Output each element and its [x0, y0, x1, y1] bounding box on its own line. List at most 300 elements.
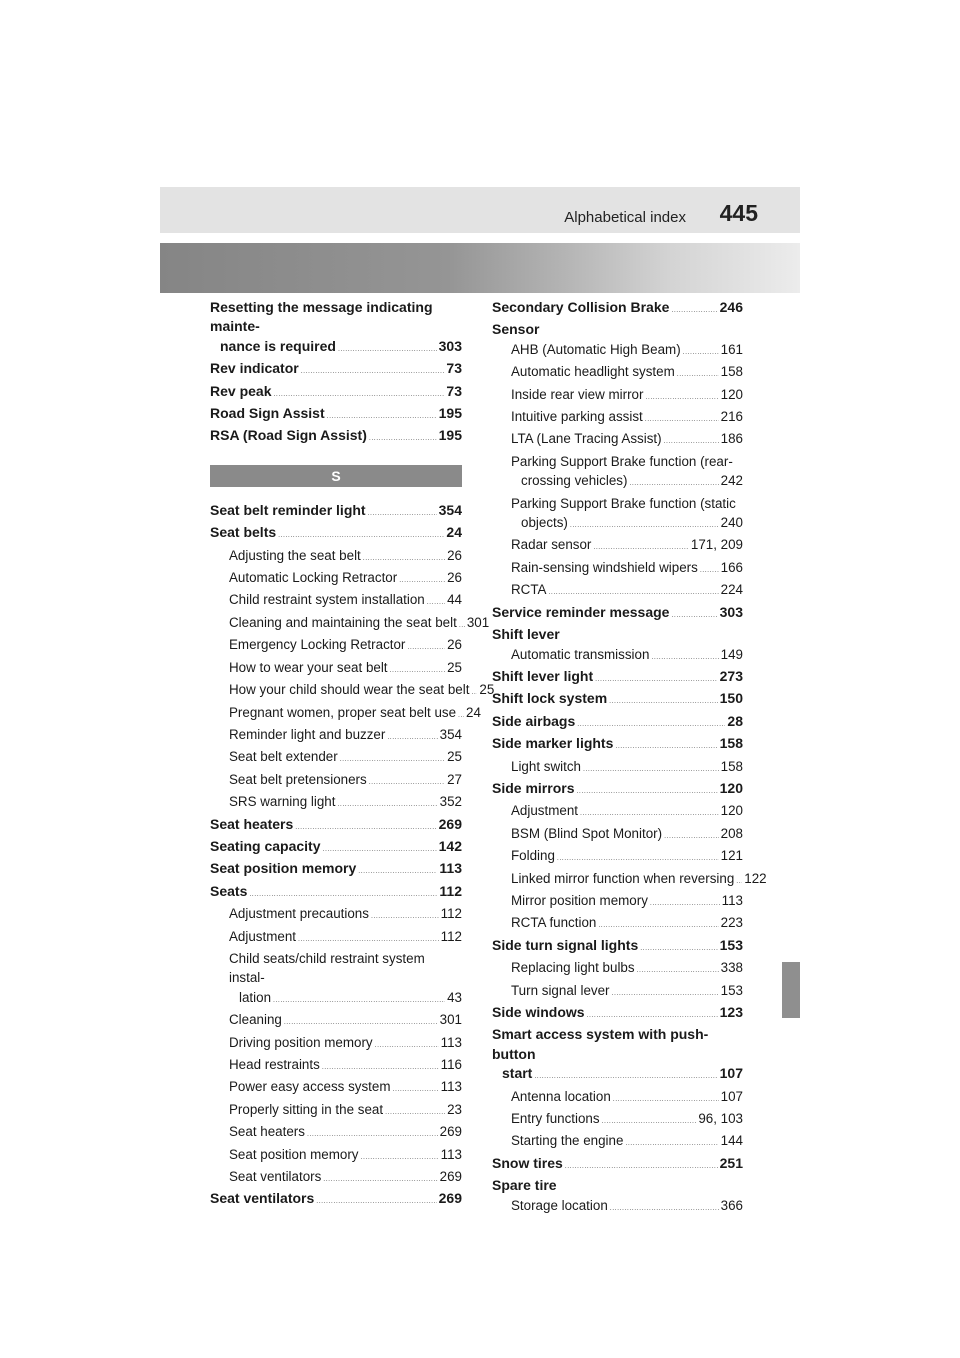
- entry-text: Sensor: [492, 321, 540, 338]
- entry-page: 366: [720, 1197, 743, 1213]
- index-entry-rev-indicator: [210, 359, 462, 381]
- entry-text: Child seats/child restraint system instal-: [229, 950, 425, 986]
- index-subentry-automatic-transmission: [492, 645, 743, 667]
- entry-text: Side turn signal lights: [492, 936, 639, 953]
- entry-page: 149: [720, 646, 743, 662]
- entry-text: Resetting the message indicating mainte-: [210, 299, 433, 335]
- entry-page: 301: [439, 1012, 462, 1028]
- entry-text-continued: objects): [521, 515, 568, 531]
- entry-text: Storage location: [511, 1197, 608, 1213]
- dot-leader: [570, 516, 719, 535]
- entry-page: 123: [719, 1004, 743, 1020]
- index-subentry-srs-warning-light: [210, 792, 462, 814]
- dot-leader: [683, 343, 719, 362]
- entry-page: 24: [466, 704, 481, 720]
- dot-leader: [399, 571, 445, 590]
- index-subentry-seat-belt-extender: [210, 747, 462, 769]
- index-subentry-inside-rear-view-mirror: [492, 385, 743, 407]
- dot-leader: [323, 1170, 437, 1189]
- index-entry-side-turn-signal-lights: [492, 936, 743, 958]
- index-s-entries: [210, 501, 495, 1212]
- entry-page: 28: [727, 712, 743, 729]
- dot-leader: [610, 1199, 719, 1218]
- dot-leader: [368, 504, 437, 523]
- entry-page: 116: [440, 1057, 462, 1072]
- index-entry-shift-lever: [492, 625, 743, 644]
- index-subentry-seat-heaters: [210, 1122, 462, 1144]
- entry-page: 269: [438, 815, 462, 832]
- index-entry-secondary-collision-brake: [492, 298, 743, 320]
- index-subentry-rcta: [492, 580, 743, 602]
- entry-text: Folding: [511, 848, 555, 864]
- section-title: Alphabetical index: [564, 209, 686, 226]
- entry-text: Cleaning and maintaining the seat belt: [229, 614, 457, 630]
- index-entry-rsa-road-sign-assist: [210, 426, 462, 448]
- index-subentry-intuitive-parking-assist: [492, 407, 743, 429]
- entry-text: Mirror position memory: [511, 892, 648, 908]
- entry-page: 26: [447, 637, 462, 653]
- entry-text: RCTA function: [511, 915, 597, 931]
- index-entry-seat-heaters: [210, 815, 462, 837]
- entry-text: Replacing light bulbs: [511, 960, 635, 976]
- entry-text: Adjusting the seat belt: [229, 547, 361, 563]
- entry-text: Side mirrors: [492, 779, 575, 796]
- entry-text-continued: crossing vehicles): [521, 473, 628, 489]
- index-subentry-adjusting-the-seat-belt: [210, 546, 462, 568]
- entry-text: Rev indicator: [210, 360, 299, 377]
- entry-text: Pregnant women, proper seat belt use: [229, 704, 457, 720]
- dot-leader: [593, 538, 688, 557]
- dot-leader: [645, 410, 719, 429]
- index-entry-side-marker-lights: [492, 734, 743, 756]
- index-subentry-entry-functions: [492, 1109, 743, 1131]
- dot-leader: [625, 1134, 718, 1153]
- entry-page: 354: [438, 501, 462, 518]
- index-entry-snow-tires: [492, 1154, 743, 1176]
- entry-text: Automatic headlight system: [511, 364, 675, 380]
- entry-page: 338: [720, 960, 743, 976]
- entry-page: 158: [720, 758, 743, 774]
- entry-text: Radar sensor: [511, 537, 592, 553]
- entry-text-continued: nance is required: [220, 337, 336, 354]
- index-subentry-automatic-headlight-system: [492, 362, 743, 384]
- entry-page: 27: [447, 771, 462, 787]
- entry-page: 113: [439, 860, 462, 877]
- entry-text: Light switch: [511, 758, 581, 774]
- index-subentry-child-restraint-system-installation: [210, 590, 462, 612]
- index-subentry-rain-sensing-windshield-wipers: [492, 558, 743, 580]
- index-subentry-rcta-function: [492, 913, 743, 935]
- index-subentry-pregnant-women-proper-seat-belt-use: [210, 703, 481, 725]
- dot-leader: [295, 818, 436, 837]
- dot-leader: [363, 549, 445, 568]
- index-subentry-replacing-light-bulbs: [492, 958, 743, 980]
- dot-leader: [338, 340, 437, 359]
- entry-text: Snow tires: [492, 1154, 563, 1171]
- index-subentry-radar-sensor: [492, 535, 743, 557]
- page-header: [160, 187, 800, 233]
- entry-text: Driving position memory: [229, 1034, 373, 1050]
- page-number: 445: [719, 200, 758, 226]
- entry-text: Head restraints: [229, 1057, 320, 1072]
- dot-leader: [671, 301, 717, 320]
- dot-leader: [637, 961, 719, 980]
- entry-page: 223: [720, 915, 743, 931]
- index-subentry-child-seats-child-restraint-system-instal: [210, 949, 462, 1010]
- dot-leader: [298, 930, 439, 949]
- dot-leader: [407, 638, 445, 657]
- entry-page: 107: [720, 1088, 743, 1104]
- entry-text: Seat belts: [210, 524, 277, 541]
- dot-leader: [337, 795, 437, 814]
- dot-leader: [393, 1080, 439, 1099]
- entry-text: Automatic transmission: [511, 646, 650, 662]
- entry-page: 158: [719, 735, 743, 752]
- dot-leader: [736, 872, 742, 891]
- entry-text: Seat heaters: [210, 815, 294, 832]
- entry-page: 161: [720, 341, 743, 357]
- entry-page: 142: [438, 837, 462, 854]
- index-subentry-how-your-child-should-wear-the-seat-belt: [210, 680, 495, 702]
- dot-leader: [301, 362, 445, 381]
- dot-leader: [650, 894, 720, 913]
- index-entry-seat-ventilators: [210, 1189, 462, 1211]
- index-entry-spare-tire: [492, 1176, 743, 1195]
- entry-text: Seat position memory: [229, 1146, 359, 1162]
- index-subentry-cleaning: [210, 1010, 462, 1032]
- entry-page: 112: [440, 906, 462, 922]
- entry-page: 120: [719, 779, 743, 796]
- index-subentry-seat-belt-pretensioners: [210, 770, 462, 792]
- dot-leader: [323, 840, 437, 859]
- dot-leader: [565, 1157, 718, 1176]
- dot-leader: [595, 670, 718, 689]
- dot-leader: [459, 616, 465, 635]
- dot-leader: [307, 1125, 438, 1144]
- dot-leader: [273, 385, 444, 404]
- entry-text: Starting the engine: [511, 1133, 624, 1149]
- dot-leader: [390, 661, 446, 680]
- index-subentry-reminder-light-and-buzzer: [210, 725, 462, 747]
- dot-leader: [645, 388, 718, 407]
- thumb-tab: [782, 962, 800, 1018]
- entry-text: Shift lever: [492, 626, 560, 643]
- dot-leader: [580, 804, 719, 823]
- dot-leader: [385, 1103, 445, 1122]
- entry-text: Spare tire: [492, 1177, 557, 1194]
- index-subentry-mirror-position-memory: [492, 891, 743, 913]
- index-subentry-storage-location: [492, 1196, 743, 1218]
- entry-text: Secondary Collision Brake: [492, 299, 670, 315]
- entry-text: Automatic Locking Retractor: [229, 570, 398, 586]
- index-entry-shift-lock-system: [492, 689, 743, 711]
- entry-text: Seat position memory: [210, 860, 357, 877]
- index-r-entries: [210, 298, 462, 449]
- index-entry-smart-access-system-with-push-button: [492, 1025, 743, 1086]
- dot-leader: [612, 984, 719, 1003]
- index-subentry-ahb-automatic-high-beam: [492, 340, 743, 362]
- entry-page: 242: [720, 473, 743, 489]
- dot-leader: [458, 706, 464, 725]
- dot-leader: [371, 907, 439, 926]
- entry-page: 269: [439, 1124, 462, 1140]
- dot-leader: [369, 773, 445, 792]
- dot-leader: [609, 692, 717, 711]
- dot-leader: [577, 715, 725, 734]
- dot-leader: [557, 849, 719, 868]
- entry-text-continued: lation: [239, 989, 272, 1005]
- entry-page: 122: [744, 870, 767, 886]
- index-entry-service-reminder-message: [492, 603, 743, 625]
- entry-text: LTA (Lane Tracing Assist): [511, 431, 662, 447]
- entry-page: 112: [439, 882, 462, 899]
- entry-page: 186: [720, 431, 743, 447]
- entry-page: 166: [720, 559, 743, 575]
- entry-page: 269: [439, 1169, 462, 1185]
- entry-page: 112: [440, 928, 462, 944]
- dot-leader: [602, 1112, 697, 1131]
- entry-page: 195: [438, 405, 462, 422]
- entry-text: Intuitive parking assist: [511, 409, 643, 425]
- entry-text: Parking Support Brake function (rear-: [511, 453, 733, 469]
- entry-page: 96, 103: [698, 1111, 743, 1127]
- dot-leader: [613, 1090, 719, 1109]
- entry-page: 352: [439, 794, 462, 810]
- dot-leader: [340, 750, 445, 769]
- dot-leader: [316, 1192, 436, 1211]
- index-subentry-emergency-locking-retractor: [210, 635, 462, 657]
- dot-leader: [471, 683, 477, 702]
- index-subentry-cleaning-and-maintaining-the-seat-belt: [210, 613, 490, 635]
- dot-leader: [249, 885, 437, 904]
- entry-page: 26: [447, 547, 462, 563]
- entry-text: Seat ventilators: [210, 1190, 315, 1207]
- index-entry-road-sign-assist: [210, 404, 462, 426]
- entry-text: Power easy access system: [229, 1079, 391, 1095]
- dot-leader: [273, 991, 445, 1010]
- entry-text: Road Sign Assist: [210, 405, 325, 422]
- index-subentry-light-switch: [492, 757, 743, 779]
- entry-page: 120: [720, 386, 743, 402]
- index-subentry-antenna-location: [492, 1087, 743, 1109]
- entry-text: RCTA: [511, 582, 547, 598]
- entry-text: How to wear your seat belt: [229, 659, 388, 675]
- dot-leader: [375, 1036, 439, 1055]
- index-subentry-adjustment: [492, 801, 743, 823]
- dot-leader: [278, 526, 444, 545]
- entry-text: Shift lock system: [492, 690, 608, 707]
- dot-leader: [284, 1013, 438, 1032]
- index-subentry-starting-the-engine: [492, 1131, 743, 1153]
- entry-text: Adjustment: [229, 928, 296, 944]
- entry-text: Entry functions: [511, 1111, 600, 1127]
- entry-page: 153: [719, 936, 743, 953]
- entry-page: 120: [720, 803, 743, 819]
- dot-leader: [327, 407, 437, 426]
- dot-leader: [598, 916, 718, 935]
- entry-page: 150: [719, 690, 743, 707]
- entry-page: 303: [719, 603, 743, 620]
- entry-page: 195: [438, 427, 462, 444]
- dot-leader: [700, 561, 719, 580]
- index-entry-seat-belt-reminder-light: [210, 501, 462, 523]
- index-subentry-how-to-wear-your-seat-belt: [210, 658, 462, 680]
- entry-page: 25: [447, 749, 462, 765]
- entry-page: 25: [447, 659, 462, 675]
- entry-text: Rev peak: [210, 382, 272, 399]
- entry-page: 224: [720, 582, 743, 598]
- index-entry-seat-position-memory: [210, 859, 462, 881]
- entry-page: 113: [440, 1079, 462, 1095]
- index-entry-seats: [210, 882, 462, 904]
- entry-text: Antenna location: [511, 1088, 611, 1104]
- index-subentry-properly-sitting-in-the-seat: [210, 1100, 462, 1122]
- entry-text: Turn signal lever: [511, 982, 610, 998]
- entry-text: Linked mirror function when reversing: [511, 870, 735, 886]
- dot-leader: [587, 1006, 718, 1025]
- index-subentry-bsm-blind-spot-monitor: [492, 824, 743, 846]
- index-entry-sensor: [492, 320, 743, 339]
- entry-page: 144: [720, 1133, 743, 1149]
- dot-leader: [664, 432, 719, 451]
- index-subentry-automatic-locking-retractor: [210, 568, 462, 590]
- entry-text: Side marker lights: [492, 735, 614, 752]
- index-entry-side-windows: [492, 1003, 743, 1025]
- entry-text: Smart access system with push-button: [492, 1026, 709, 1062]
- entry-page: 107: [719, 1065, 743, 1082]
- index-subentry-parking-support-brake-function-static: [492, 494, 743, 536]
- index-subentry-adjustment-precautions: [210, 904, 462, 926]
- entry-text: Properly sitting in the seat: [229, 1101, 384, 1117]
- entry-text: Seat belt reminder light: [210, 501, 366, 518]
- index-subentry-driving-position-memory: [210, 1033, 462, 1055]
- entry-text: Parking Support Brake function (static: [511, 495, 736, 511]
- index-subentry-lta-lane-tracing-assist: [492, 429, 743, 451]
- dot-leader: [534, 1067, 717, 1086]
- entry-page: 73: [446, 360, 462, 377]
- index-entry-rev-peak: [210, 382, 462, 404]
- dot-leader: [677, 365, 719, 384]
- entry-text: Adjustment: [511, 803, 578, 819]
- entry-page: 44: [447, 592, 462, 608]
- entry-page: 303: [438, 337, 462, 354]
- index-subentry-seat-ventilators: [210, 1167, 462, 1189]
- index-subentry-parking-support-brake-function-rear: [492, 452, 743, 494]
- dot-leader: [583, 760, 719, 779]
- index-entry-side-airbags: [492, 712, 743, 734]
- entry-page: 23: [447, 1101, 462, 1117]
- index-subentry-seat-position-memory: [210, 1145, 462, 1167]
- entry-page: 73: [446, 382, 462, 399]
- index-column-right: [492, 298, 767, 1218]
- entry-text: SRS warning light: [229, 794, 336, 810]
- entry-text: Reminder light and buzzer: [229, 726, 386, 742]
- entry-text: How your child should wear the seat belt: [229, 682, 470, 698]
- entry-page: 208: [720, 825, 743, 841]
- gradient-band: [160, 243, 800, 293]
- index-subentry-folding: [492, 846, 743, 868]
- entry-page: 273: [719, 667, 743, 684]
- dot-leader: [369, 429, 437, 448]
- entry-page: 26: [447, 570, 462, 586]
- entry-text: Side windows: [492, 1004, 585, 1020]
- entry-page: 25: [479, 682, 495, 698]
- dot-leader: [322, 1058, 439, 1077]
- index-subentry-power-easy-access-system: [210, 1077, 462, 1099]
- entry-page: 43: [447, 989, 462, 1005]
- index-entry-shift-lever-light: [492, 667, 743, 689]
- section-header-s: S: [210, 465, 462, 487]
- dot-leader: [427, 593, 445, 612]
- entry-page: 158: [720, 364, 743, 380]
- index-s-entries-continued: [492, 298, 767, 1218]
- entry-page: 269: [438, 1190, 462, 1207]
- index-entry-seat-belts: [210, 523, 462, 545]
- entry-text: AHB (Automatic High Beam): [511, 341, 681, 357]
- entry-text: Emergency Locking Retractor: [229, 637, 406, 653]
- index-subentry-turn-signal-lever: [492, 981, 743, 1003]
- dot-leader: [361, 1148, 439, 1167]
- dot-leader: [629, 474, 718, 493]
- entry-page: 153: [720, 982, 743, 998]
- entry-text: Shift lever light: [492, 667, 594, 684]
- entry-page: 246: [719, 299, 743, 315]
- dot-leader: [640, 939, 717, 958]
- entry-page: 171, 209: [690, 537, 743, 553]
- entry-text: Side airbags: [492, 712, 576, 729]
- dot-leader: [548, 583, 718, 602]
- entry-text: Rain-sensing windshield wipers: [511, 559, 698, 575]
- entry-text-continued: start: [502, 1065, 533, 1082]
- entry-page: 113: [721, 892, 743, 908]
- entry-page: 251: [719, 1154, 743, 1171]
- entry-text: Service reminder message: [492, 603, 670, 620]
- entry-page: 113: [440, 1034, 462, 1050]
- dot-leader: [615, 737, 717, 756]
- entry-text: Child restraint system installation: [229, 592, 425, 608]
- entry-text: Inside rear view mirror: [511, 386, 644, 402]
- entry-page: 24: [446, 524, 462, 541]
- index-entry-resetting-the-message-indicating-mainte: [210, 298, 462, 359]
- index-subentry-adjustment: [210, 927, 462, 949]
- entry-text: Seating capacity: [210, 837, 321, 854]
- index-subentry-linked-mirror-function-when-reversing: [492, 869, 767, 891]
- entry-text: Seats: [210, 882, 248, 899]
- entry-page: 240: [720, 515, 743, 531]
- entry-page: 216: [720, 409, 743, 425]
- dot-leader: [671, 606, 717, 625]
- index-entry-side-mirrors: [492, 779, 743, 801]
- entry-page: 113: [440, 1146, 462, 1162]
- entry-text: RSA (Road Sign Assist): [210, 427, 367, 444]
- dot-leader: [358, 862, 437, 881]
- entry-page: 354: [439, 726, 462, 742]
- entry-text: Seat belt extender: [229, 749, 338, 765]
- index-column-left: [210, 298, 495, 1212]
- index-entry-seating-capacity: [210, 837, 462, 859]
- entry-text: Seat belt pretensioners: [229, 771, 367, 787]
- dot-leader: [664, 827, 719, 846]
- entry-text: Adjustment precautions: [229, 906, 369, 922]
- entry-text: BSM (Blind Spot Monitor): [511, 825, 663, 841]
- dot-leader: [387, 728, 437, 747]
- entry-page: 121: [720, 848, 743, 864]
- dot-leader: [651, 648, 718, 667]
- entry-page: 301: [466, 614, 490, 630]
- entry-text: Cleaning: [229, 1012, 282, 1028]
- entry-text: Seat ventilators: [229, 1169, 322, 1185]
- entry-text: Seat heaters: [229, 1124, 305, 1140]
